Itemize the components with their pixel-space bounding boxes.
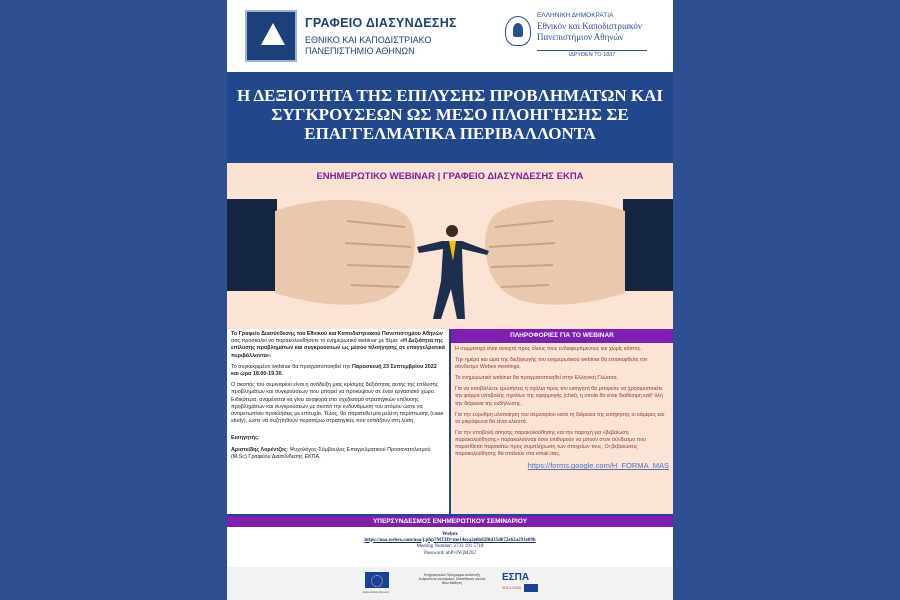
seminar-hyperlink-section bbox=[227, 527, 673, 567]
date-text: Το συγκεκριμένο webinar θα πραγματοποιηθεί την bbox=[231, 363, 352, 370]
left-sleeve-shape bbox=[227, 199, 277, 291]
webinar-banner: ΕΝΗΜΕΡΩΤΙΚΟ WEBINAR | ΓΡΑΦΕΙΟ ΔΙΑΣΥΝΔΕΣΗΣ ΕΚΠΑ bbox=[227, 163, 673, 191]
university-name bbox=[537, 21, 642, 43]
espa-label: ΕΣΠΑ bbox=[502, 572, 530, 583]
athena-seal-icon bbox=[505, 16, 531, 46]
date-value: Παρασκευή 23 Σεπτεμβρίου 2022 και ώρα 18.00-19.30. bbox=[231, 363, 437, 378]
businessman-icon bbox=[417, 225, 489, 319]
seminar-hyperlink-heading: ΥΠΕΡΣΥΝΔΕΣΜΟΣ ΕΝΗΜΕΡΩΤΙΚΟΥ ΣΕΜΙΝΑΡΙΟΥ bbox=[227, 516, 673, 527]
info-paragraph-6: Για την υποβολή αίτησης παρακολούθησης και την παροχή για «βεβαίωση παρακολούθησης» παρακαλούνται όσοι επιθυμούν να μπουν στον σύνδεσμο που παρατίθεται παρακάτω προς συμπλήρωση των στοιχείων τους. Οι βεβαιώσεις παρακολούθησης θα σταλούν στα email σας. bbox=[455, 429, 647, 458]
speaker-paragraph bbox=[231, 447, 445, 461]
right-fist-icon bbox=[485, 200, 625, 305]
info-paragraph-2: Την ημέρα και ώρα της διεξαγωγής του ενημερωτικού webinar θα επισκεφθείτε τον σύνδεσμο Webex meetings. bbox=[455, 357, 648, 371]
speaker-name: Αριστείδης Λορέντζος bbox=[231, 446, 287, 453]
founded-label: ΙΔΡΥΘΕΝ ΤΟ 1837 bbox=[537, 50, 647, 58]
logo-subtitle-line2: ΠΑΝΕΠΙΣΤΗΜΙΟ ΑΘΗΝΩΝ bbox=[305, 46, 415, 56]
intro-organizer: Το Γραφείο Διασύνδεσης του Εθνικού και Καποδιστριακού Πανεπιστημίου Αθηνών bbox=[231, 331, 443, 337]
logo-title: ΓΡΑΦΕΙΟ ΔΙΑΣΥΝΔΕΣΗΣ bbox=[305, 16, 457, 30]
intro-topic: «Η Δεξιότητα της επίλυσης προβλημάτων και συγκρούσεων ως μέσου πλοήγησης σε επαγγελματικά περιβάλλοντα». bbox=[231, 338, 445, 359]
espa-flag-icon bbox=[524, 584, 538, 592]
eu-label: Ευρωπαϊκή Ένωση bbox=[363, 590, 389, 594]
webinar-info-panel bbox=[451, 329, 673, 514]
funding-footer bbox=[227, 567, 673, 600]
date-paragraph bbox=[231, 364, 445, 378]
info-body bbox=[451, 343, 673, 472]
espa-years: 2014-2020 bbox=[502, 585, 522, 590]
info-heading: ΠΛΗΡΟΦΟΡΙΕΣ ΓΙΑ ΤΟ WEBINAR bbox=[451, 329, 673, 343]
university-logo bbox=[505, 12, 665, 62]
registration-form-link[interactable]: https://forms.google.com/H_FORMA_MAS bbox=[527, 461, 669, 471]
poster bbox=[227, 0, 673, 600]
page-title bbox=[227, 86, 673, 143]
intro-paragraph bbox=[231, 331, 445, 360]
fists-businessman-illustration bbox=[227, 191, 673, 329]
webex-label: Webex bbox=[442, 531, 458, 537]
webex-meeting-link[interactable]: https://uoa.webex.com/uoa/j.php?MTID=me14eca2e6b82f8d35d672e62a291e09b bbox=[364, 537, 536, 543]
info-paragraph-3: Το ενημερωτικό webinar θα πραγματοποιηθεί στην Ελληνική Γλώσσα. bbox=[455, 375, 619, 382]
title-line2: ΣΥΓΚΡΟΥΣΕΩΝ ΩΣ ΜΕΣΟ ΠΛΟΗΓΗΣΗΣ ΣΕ bbox=[271, 105, 629, 124]
info-paragraph-5: Για την εύρυθμη υλοποίηση του σεμιναρίου κατά τη διάρκεια της εισήγησης οι κάμερες και τα μικρόφωνα θα είναι κλειστά. bbox=[455, 411, 665, 425]
liaison-office-emblem-icon bbox=[245, 10, 297, 62]
right-sleeve-shape bbox=[623, 199, 673, 291]
title-line1: Η ΔΕΞΙΟΤΗΤΑ ΤΗΣ ΕΠΙΛΥΣΗΣ ΠΡΟΒΛΗΜΑΤΩΝ ΚΑΙ bbox=[236, 86, 664, 105]
espa-logo bbox=[502, 572, 542, 596]
header bbox=[227, 0, 673, 72]
logo-subtitle-line1: ΕΘΝΙΚΟ ΚΑΙ ΚΑΠΟΔΙΣΤΡΙΑΚΟ bbox=[305, 35, 432, 45]
aim-paragraph: Ο σκοπός του σεμιναρίου είναι η ανάδειξη μιας κρίσιμης δεξιότητας αυτής της επίλυσης προβλημάτων και συγκρούσεων που μπορεί να προκύψουν σε έναν εργασιακό χώρο. Ειδικότερα, αναμένεται να γίνει αναφορά στο σχεδιασμό στρατηγικών επίλυσης προβλημάτων και συγκρούσεων με σκοπό την ενδυνάμωση του ατόμου ώστε να αντιμετωπίσει προκλήσεις με επιτυχία. Τέλος, θα παρατεθεί μία μελέτη περίπτωσης (case study), ώστε να συζητηθούν περαιτέρω στρατηγικές που εστιάζουν στη λύση. bbox=[231, 382, 444, 425]
info-paragraph-1: Η συμμετοχή είναι ανοιχτή προς όλους τους ενδιαφερόμενους και χωρίς κόστος. bbox=[455, 346, 642, 352]
intro-text: σας προσκαλεί να παρακολουθήσετε το ενημερωτικό webinar με θέμα: bbox=[231, 338, 401, 345]
hellenic-republic-label: ΕΛΛΗΝΙΚΗ ΔΗΜΟΚΡΑΤΙΑ bbox=[537, 12, 614, 19]
webinar-description bbox=[227, 329, 449, 514]
speaker-role: : Ψυχολόγος-Σύμβουλος Επαγγελματικού Προσανατολισμού (M.Sc) Γραφείου Διασύνδεσης ΕΚΠΑ. bbox=[231, 446, 431, 460]
university-name-line2: Πανεπιστήμιον Αθηνών bbox=[537, 32, 624, 42]
operational-programme-label: Επιχειρησιακό Πρόγραμμα Ανάπτυξη Ανθρώπινου Δυναμικού, Εκπαίδευση και Διά Βίου Μάθηση bbox=[418, 573, 486, 586]
eu-flag-icon bbox=[365, 572, 389, 588]
title-line3: ΕΠΑΓΓΕΛΜΑΤΙΚΑ ΠΕΡΙΒΑΛΛΟΝΤΑ bbox=[304, 124, 596, 143]
university-name-line1: Εθνικόν και Καποδιστριακόν bbox=[537, 21, 642, 31]
illustration-svg bbox=[227, 191, 673, 329]
info-paragraph-4: Για να υποβάλλετε ερωτήσεις ή σχόλια προς τον εισηγητή θα μπορείτε να χρησιμοποιείτε την φόρμα υποβολής σχολίων της εφαρμογής (chat), η οποία θα είναι διαθέσιμη καθ' όλη την διάρκεια της εκδήλωσης. bbox=[455, 386, 663, 407]
speaker-label bbox=[231, 435, 445, 442]
meeting-password: Password: ahPvJWjM262 bbox=[424, 550, 476, 556]
left-fist-icon bbox=[275, 200, 415, 305]
liaison-office-logo bbox=[245, 8, 457, 64]
logo-subtitle bbox=[305, 35, 431, 57]
speaker-label-text: Εισηγητής: bbox=[231, 435, 260, 442]
meeting-number: Meeting Number: 2733 191 5718 bbox=[416, 544, 484, 549]
